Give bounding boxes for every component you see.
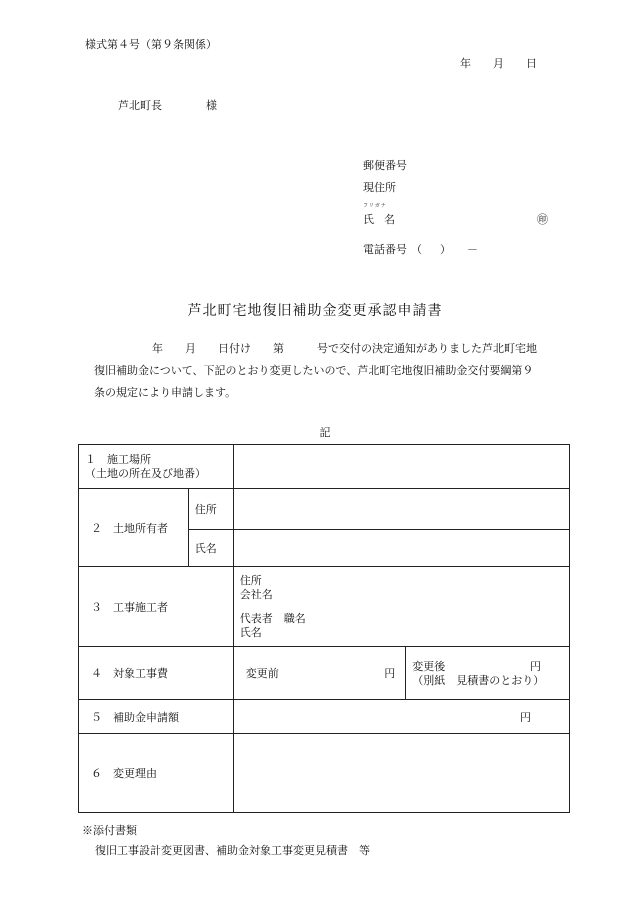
cost-after-label: 変更後: [412, 660, 446, 673]
body-line-2: 復旧補助金について、下記のとおり変更したいので、芦北町宅地復旧補助金交付要綱第９: [94, 364, 534, 377]
addressee: 芦北町長: [118, 99, 162, 112]
owner-label: ２ 土地所有者: [79, 489, 189, 567]
honorific: 様: [206, 99, 217, 112]
name-label-1: 氏: [363, 213, 374, 226]
address-label: 現住所: [363, 181, 396, 194]
table-row-cost: [79, 647, 570, 700]
site-label-cell: [79, 445, 234, 489]
contractor-rep-title-label: 代表者 職名: [239, 611, 306, 625]
reason-value-cell[interactable]: [233, 734, 569, 813]
table-row-contractor: [79, 567, 570, 647]
reason-label: ６ 変更理由: [79, 734, 234, 813]
table-row-site: [79, 445, 570, 489]
date-month: 月: [493, 57, 504, 70]
contractor-company-label: 会社名: [239, 587, 273, 601]
body-paragraph: [94, 338, 579, 404]
body-line-3: 条の規定により申請します。: [94, 386, 237, 399]
cost-before-cell[interactable]: [233, 647, 406, 700]
cost-before-yen: 円: [384, 667, 396, 680]
body-line-1: 年 月 日付け 第 号で交付の決定通知がありました芦北町宅地: [152, 342, 537, 355]
document-title: 芦北町宅地復旧補助金変更承認申請書: [187, 303, 443, 319]
table-row-reason: [79, 734, 570, 813]
subsidy-label: ５ 補助金申請額: [79, 700, 234, 734]
form-number: 様式第４号（第９条関係）: [85, 38, 217, 51]
contractor-value-cell[interactable]: [233, 567, 569, 647]
phone-open-paren: （: [411, 243, 422, 256]
attachments-list: 復旧工事設計変更図書、補助金対象工事変更見積書 等: [95, 844, 370, 857]
application-table: [78, 444, 570, 813]
phone-dash: －: [467, 243, 478, 256]
owner-address-label: 住所: [188, 489, 233, 530]
contractor-rep-name-label: 氏名: [239, 625, 262, 639]
site-value-cell[interactable]: [233, 445, 569, 489]
cost-after-yen: 円: [530, 660, 541, 673]
cost-after-cell[interactable]: [406, 647, 570, 700]
name-label-2: 名: [384, 213, 395, 226]
seal-mark: ㊞: [537, 213, 548, 226]
contractor-address-label: 住所: [239, 573, 262, 587]
site-label: １ 施工場所: [85, 452, 151, 466]
subsidy-yen[interactable]: 円: [233, 700, 569, 734]
addressee-line: [118, 97, 217, 113]
date-year: 年: [460, 57, 471, 70]
furigana-label: フリガナ: [363, 203, 387, 209]
owner-name-label: 氏名: [188, 530, 233, 567]
cost-before-label: 変更前: [245, 667, 279, 680]
owner-address-value[interactable]: [233, 489, 569, 530]
application-date: [460, 55, 559, 71]
contractor-label: ３ 工事施工者: [79, 567, 234, 647]
phone-line: [363, 241, 478, 257]
name-label: [363, 211, 395, 227]
cost-label: ４ 対象工事費: [79, 647, 234, 700]
date-day: 日: [526, 57, 537, 70]
ki-heading: 記: [319, 426, 331, 439]
phone-close-paren: ）: [440, 243, 451, 256]
table-row-subsidy: [79, 700, 570, 734]
cost-after-note: （別紙 見積書のとおり）: [412, 674, 545, 687]
phone-label: 電話番号: [363, 243, 407, 256]
site-sublabel: （土地の所在及び地番）: [85, 466, 206, 480]
attachments-heading: ※添付書類: [82, 824, 137, 837]
postal-code-label: 郵便番号: [363, 159, 407, 172]
owner-name-value[interactable]: [233, 530, 569, 567]
table-row-owner-address: [79, 489, 570, 530]
